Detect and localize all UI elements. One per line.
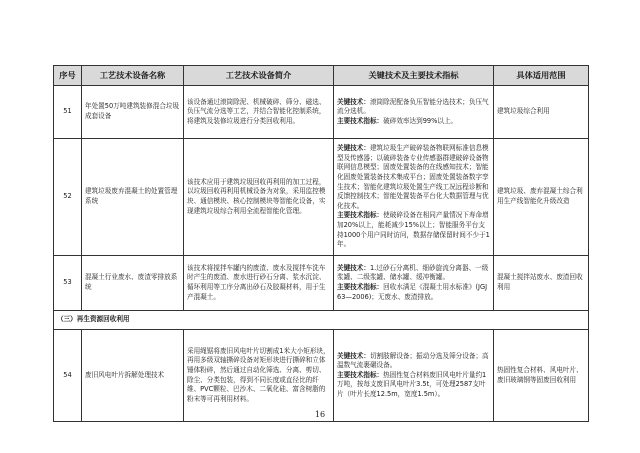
table-row [54, 330, 589, 422]
key-index-text: 回收水满足《混凝土用水标准》(JGJ 63—2006)；无废水、废渣排放。 [337, 283, 488, 301]
row-name: 废旧风电叶片拆解处理技术 [82, 330, 184, 422]
row-scope: 建筑垃圾综合利用 [494, 86, 589, 139]
header-scope: 具体适用范围 [494, 66, 589, 86]
row-no: 54 [54, 330, 82, 422]
row-name: 年处置50万吨建筑装修混合垃圾成套设备 [82, 86, 184, 139]
header-no: 序号 [54, 66, 82, 86]
key-index-label: 主要技术指标： [337, 116, 384, 125]
row-key [334, 256, 494, 311]
row-no: 51 [54, 86, 82, 139]
row-scope: 热固性复合材料、风电叶片、废旧玻璃钢等固废回收利用 [494, 330, 589, 422]
row-key [334, 139, 494, 256]
row-intro: 该技术将搅拌车罐内的废渣、废水及搅拌车洗车时产生的废渣、废水进行砂石分离、浆水沉淀、循环利用等工序分离出砂石及胶凝材料，用于生产混凝土。 [184, 256, 334, 311]
key-index-label: 主要技术指标： [337, 211, 384, 220]
key-tech-label: 关键技术： [337, 144, 370, 153]
key-index-text: 使破碎设备在相同产量情况下寿命增加20%以上，能耗减少15%以上；智能服务平台支持1000个用户同时访问，数据存储保留时间不少于1年。 [337, 211, 490, 249]
header-key: 关键技术及主要技术指标 [334, 66, 494, 86]
row-intro: 采用绳锯将废旧风电叶片切割成1米大小矩形块，再用多级双轴撕碎设备对矩形块进行撕碎和立体锤体粉碎，然后通过自动化筛选、分离、剪切、除尘、分类包装，得到不同长度或直径比的纤维、PVC颗粒、巴沙木、二氧化硅、富含树脂的粉末等可再利用材料。 [184, 330, 334, 422]
key-tech-text: 切割肢解设备；振动分选及筛分设备；高温数气流裹碾设备。 [337, 351, 489, 370]
table-row [54, 139, 589, 256]
key-index-text: 热固性复合材料废旧风电叶片量约1万吨，按每支废旧风电叶片3.5t，可处理2587支叶片（叶片长度12.5m，宽度1.5m）。 [337, 370, 487, 398]
row-name: 混凝土行业废水、废渣零排放系统 [82, 256, 184, 311]
row-scope: 建筑垃圾、废弃混凝土综合利用生产线智能化升级改造 [494, 139, 589, 256]
row-key [334, 330, 494, 422]
row-no: 52 [54, 139, 82, 256]
key-tech-text: 建筑垃圾生产破碎装备物联网标准信息模型及传感器；以破碎装备专业传感器群建破碎设备物联网信息模型；固废处置装备的在线感知技术；智能化固废处置装备技术集成平台；固废处置装备数字孪生技术；智能化建筑垃圾处置生产线工况远程诊断和反馈控制技术；智能处置装备平台化大数据管理与优化技术。 [337, 144, 489, 210]
key-index-label: 主要技术指标： [337, 370, 384, 379]
catalog-table [53, 65, 589, 422]
key-tech-text: 滚筒除泥配备负压智能分选技术；负压气流分选机。 [337, 97, 489, 116]
key-index-label: 主要技术指标： [337, 283, 384, 291]
row-intro: 该技术应用于建筑垃圾回收再利用的加工过程，以垃圾回收再利用机械设备为对象，采用监控模块、通信模块、核心控制模块等智能化设备，实现建筑垃圾综合利用全流程智能化管理。 [184, 139, 334, 256]
key-tech-label: 关键技术： [337, 97, 370, 106]
row-key [334, 86, 494, 139]
row-no: 53 [54, 256, 82, 311]
page-number: 16 [314, 410, 326, 419]
row-name: 建筑垃圾废弃混凝土的处置管理系统 [82, 139, 184, 256]
table-header-row [54, 66, 589, 86]
key-tech-label: 关键技术： [337, 351, 370, 360]
table-row [54, 86, 589, 139]
table-row [54, 256, 589, 311]
key-tech-text: 1.过砂石分离机、细砂旋流分离器、一级浆罐、二级浆罐、储水罐、缓冲衡罐。 [337, 263, 489, 282]
key-tech-label: 关键技术： [337, 263, 370, 272]
row-intro: 该设备通过滚筒除泥、机械破碎、筛分、磁选、负压气流分选等工艺，并结合智能化控制系统，将建筑及装修垃圾进行分类回收利用。 [184, 86, 334, 139]
key-index-text: 破碎效率达到99%以上。 [383, 116, 458, 125]
section-title: （三）再生资源回收利用 [54, 311, 589, 330]
section-row [54, 311, 589, 330]
row-scope: 混凝土搅拌站废水、废渣回收利用 [494, 256, 589, 311]
header-name: 工艺技术设备名称 [82, 66, 184, 86]
header-intro: 工艺技术设备简介 [184, 66, 334, 86]
